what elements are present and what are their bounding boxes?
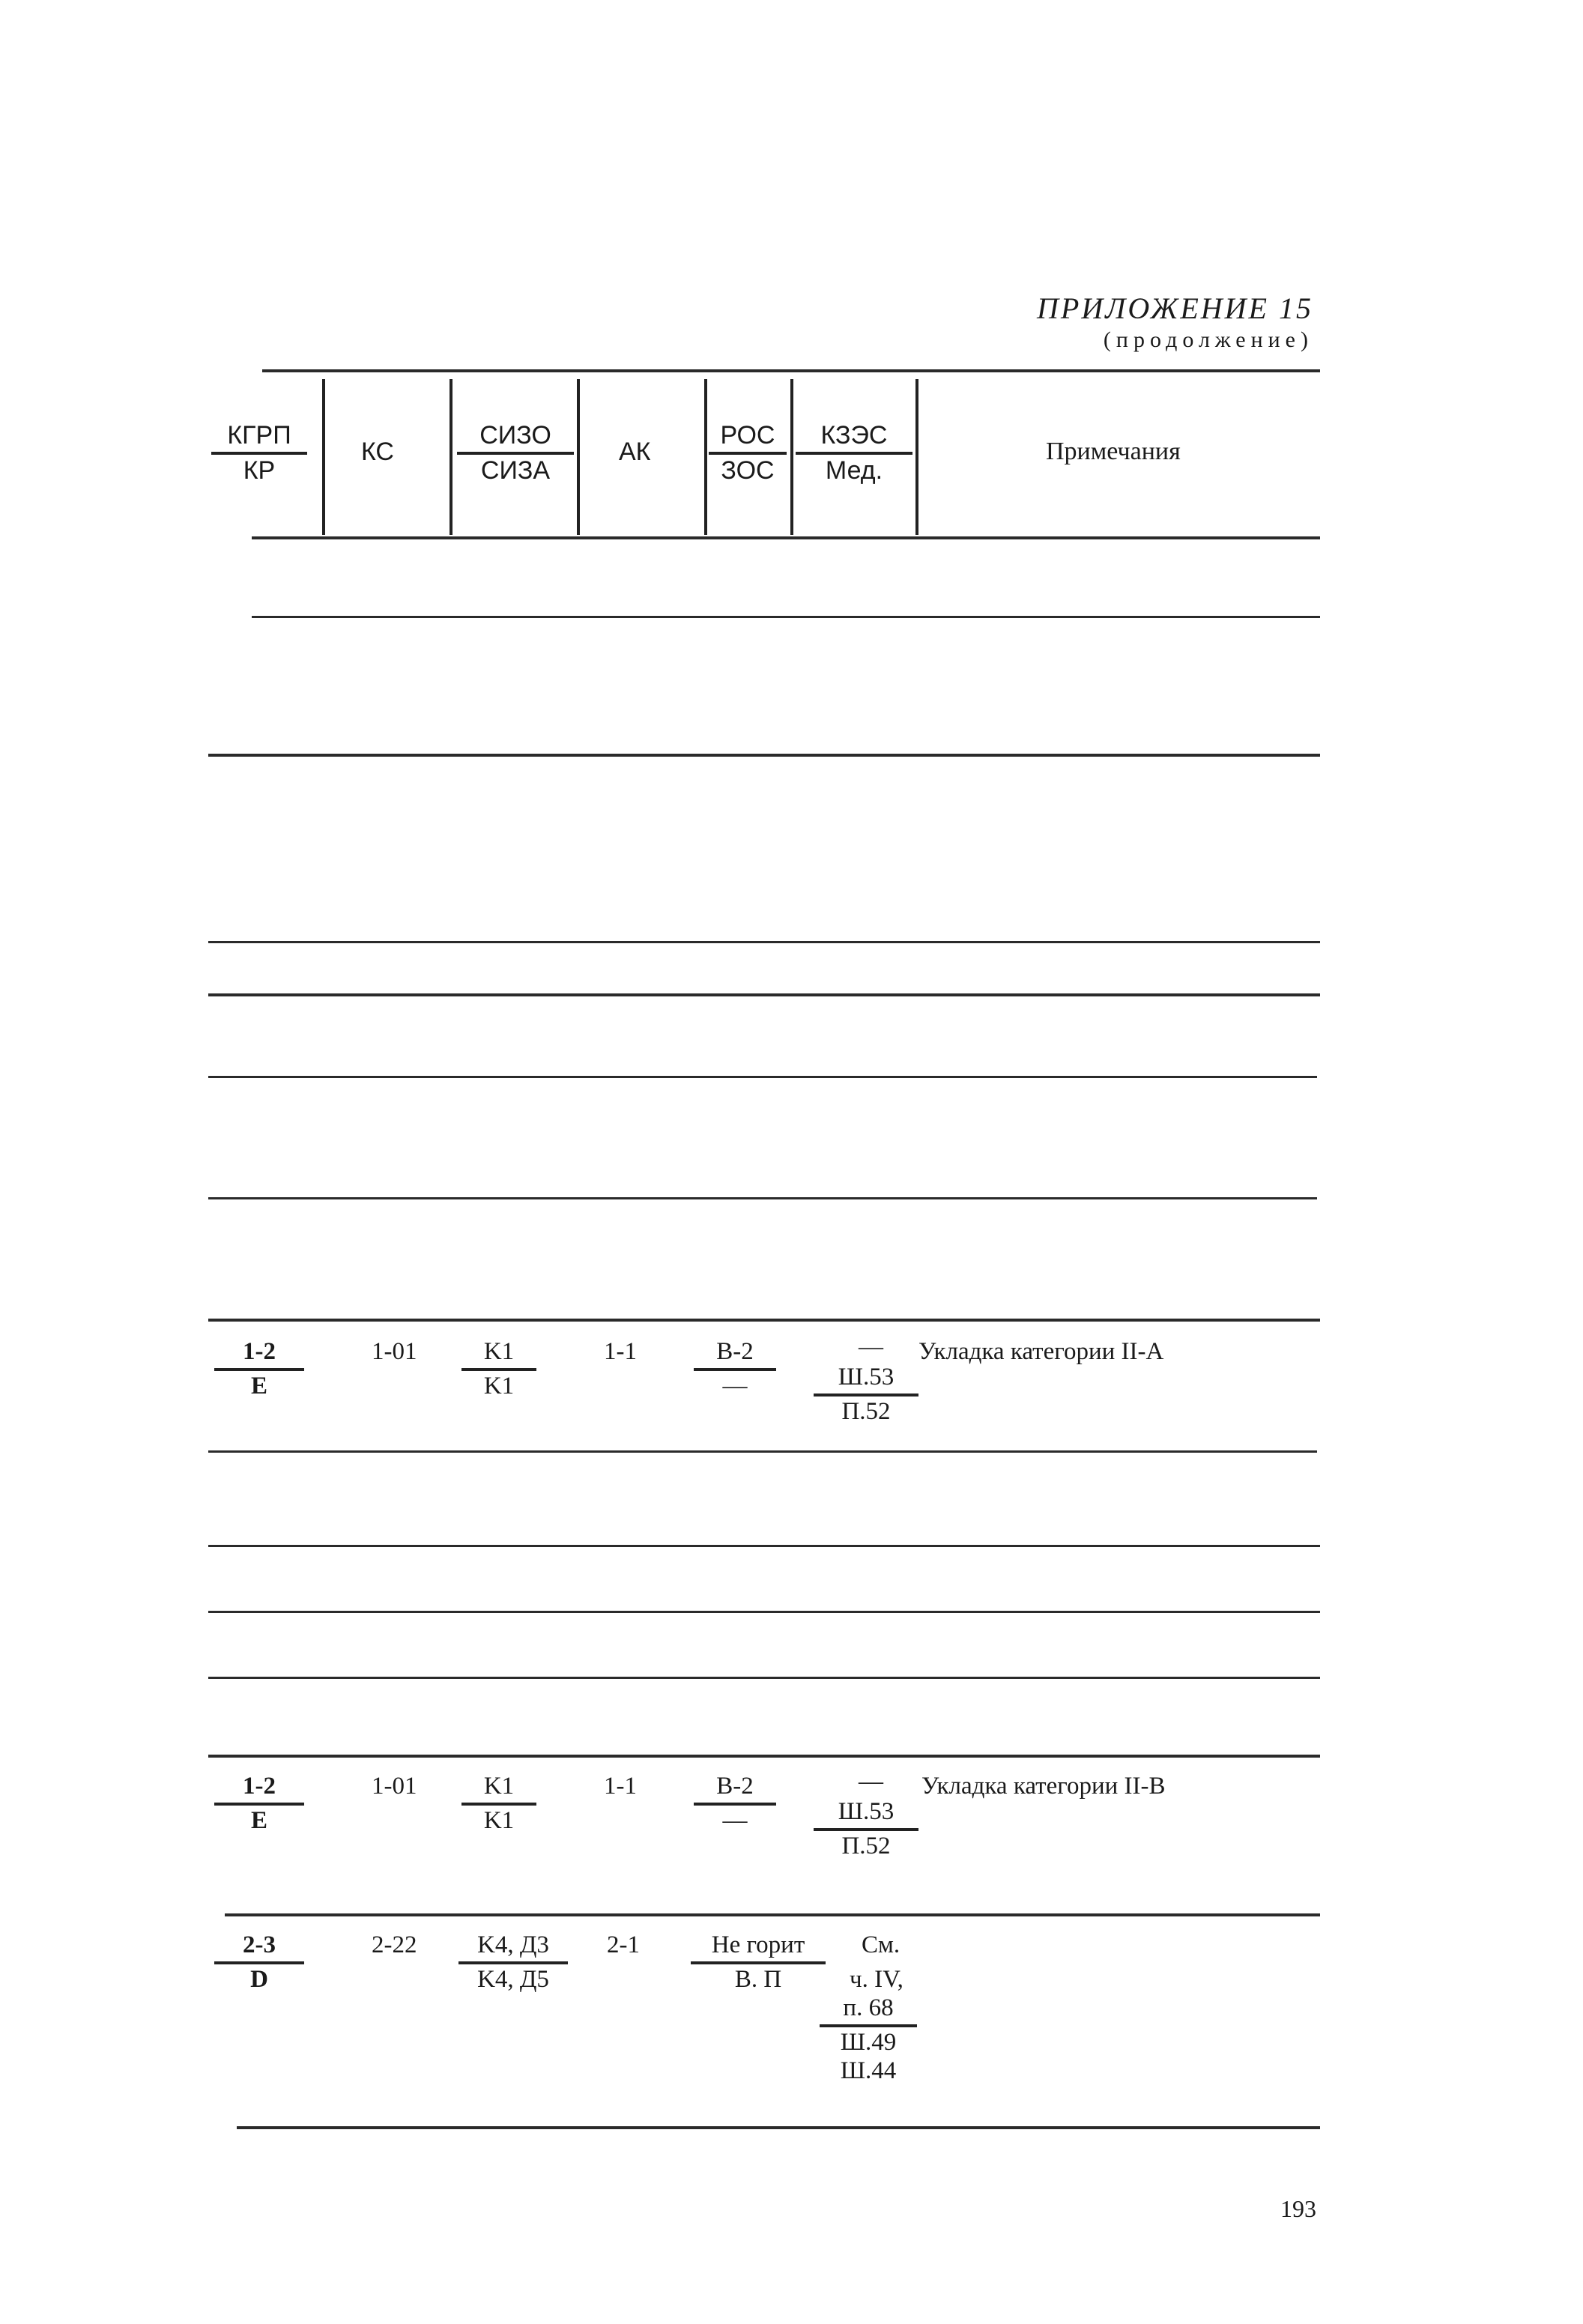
row3-kgrp-den: D — [250, 1965, 268, 1993]
row-rule — [252, 616, 1320, 618]
row2-kzes-num: Ш.53 — [814, 1798, 918, 1831]
column-header-kgrp — [211, 421, 307, 485]
row3-sizo-num: K4, Д3 — [458, 1931, 568, 1964]
row1-kgrp-den: E — [250, 1372, 267, 1399]
row-rule — [208, 1545, 1320, 1547]
row-rule — [208, 1450, 1317, 1453]
row1-kzes-num: Ш.53 — [814, 1364, 918, 1396]
row1-kzes — [814, 1364, 918, 1426]
row1-ks: 1-01 — [372, 1338, 417, 1365]
header-divider — [915, 379, 918, 535]
row3-kzes-num: п. 68 — [820, 1994, 917, 2027]
row1-ros — [694, 1338, 776, 1401]
column-header-sizo-den: СИЗА — [480, 456, 551, 485]
row3-kgrp-num: 2-3 — [214, 1931, 304, 1964]
row2-ros-num: B-2 — [694, 1773, 776, 1806]
row2-note: Укладка категории II-B — [921, 1773, 1166, 1800]
appendix-subtitle: (продолжение) — [1103, 327, 1313, 352]
row3-ros — [691, 1931, 826, 1994]
row3-kzes — [820, 1994, 917, 2086]
row-rule — [208, 1197, 1317, 1199]
table-top-rule — [262, 369, 1320, 372]
row3-ros-den: В. П — [734, 1965, 782, 1993]
row-rule — [208, 993, 1320, 996]
row-rule — [208, 941, 1320, 943]
row2-ros — [694, 1773, 776, 1836]
table-bottom-rule — [237, 2126, 1320, 2129]
row2-kzes-den: П.52 — [841, 1832, 891, 1859]
row-rule — [208, 1611, 1320, 1613]
row-rule — [208, 1076, 1317, 1078]
column-header-kzes-num: КЗЭС — [796, 421, 912, 455]
row-rule — [208, 1755, 1320, 1758]
row2-kgrp-den: E — [250, 1806, 267, 1834]
row1-kzes-top: — — [859, 1334, 883, 1361]
row2-sizo-den: K1 — [483, 1806, 515, 1834]
column-header-notes: Примечания — [1046, 438, 1181, 465]
row3-ros-num: Не горит — [691, 1931, 826, 1964]
column-header-ks: КС — [361, 438, 394, 466]
row1-sizo — [461, 1338, 536, 1401]
row3-ak: 2-1 — [607, 1931, 640, 1958]
row-rule — [208, 1677, 1320, 1679]
page-number: 193 — [1280, 2195, 1316, 2222]
row2-ros-den: — — [722, 1806, 748, 1834]
column-header-kzes-den: Мед. — [825, 456, 883, 485]
header-divider — [790, 379, 793, 535]
row-rule — [208, 754, 1320, 757]
column-header-kgrp-den: КР — [243, 456, 276, 485]
column-header-ros-den: ЗОС — [721, 456, 775, 485]
row2-ak: 1-1 — [604, 1773, 637, 1800]
appendix-title: ПРИЛОЖЕНИЕ 15 — [1037, 291, 1313, 325]
row2-kzes — [814, 1798, 918, 1861]
row3-sizo — [458, 1931, 568, 1994]
row1-sizo-num: K1 — [461, 1338, 536, 1371]
column-header-sizo-num: СИЗО — [457, 421, 574, 455]
column-header-ros — [709, 421, 787, 485]
column-header-kgrp-num: КГРП — [211, 421, 307, 455]
row3-kzes-line2: ч. IV, — [850, 1966, 904, 1993]
row3-kgrp — [214, 1931, 304, 1994]
row3-sizo-den: K4, Д5 — [477, 1965, 549, 1993]
row1-kgrp — [214, 1338, 304, 1401]
row-rule — [208, 1319, 1320, 1322]
header-divider — [322, 379, 325, 535]
column-header-ros-num: РОС — [709, 421, 787, 455]
header-divider — [704, 379, 707, 535]
row2-kgrp-num: 1-2 — [214, 1773, 304, 1806]
row1-note: Укладка категории II-A — [918, 1338, 1164, 1365]
row3-kzes-den: Ш.44 — [840, 2057, 897, 2084]
row-rule — [225, 1913, 1320, 1916]
appendix-caption — [1037, 291, 1313, 353]
row2-sizo-num: K1 — [461, 1773, 536, 1806]
row3-kzes-mid: Ш.49 — [840, 2028, 897, 2056]
column-header-sizo — [457, 421, 574, 485]
row1-kgrp-num: 1-2 — [214, 1338, 304, 1371]
row2-sizo — [461, 1773, 536, 1836]
row1-ros-den: — — [722, 1372, 748, 1399]
row3-kzes-line1: См. — [862, 1931, 901, 1958]
row2-ks: 1-01 — [372, 1773, 417, 1800]
column-header-kzes — [796, 421, 912, 485]
row2-kzes-top: — — [859, 1768, 883, 1795]
header-divider — [450, 379, 452, 535]
header-divider — [577, 379, 580, 535]
row3-ks: 2-22 — [372, 1931, 417, 1958]
column-header-ak: АК — [619, 438, 651, 466]
row2-kgrp — [214, 1773, 304, 1836]
row1-ak: 1-1 — [604, 1338, 637, 1365]
row1-kzes-den: П.52 — [841, 1397, 891, 1425]
header-bottom-rule — [252, 536, 1320, 539]
row1-sizo-den: K1 — [483, 1372, 515, 1399]
row1-ros-num: B-2 — [694, 1338, 776, 1371]
